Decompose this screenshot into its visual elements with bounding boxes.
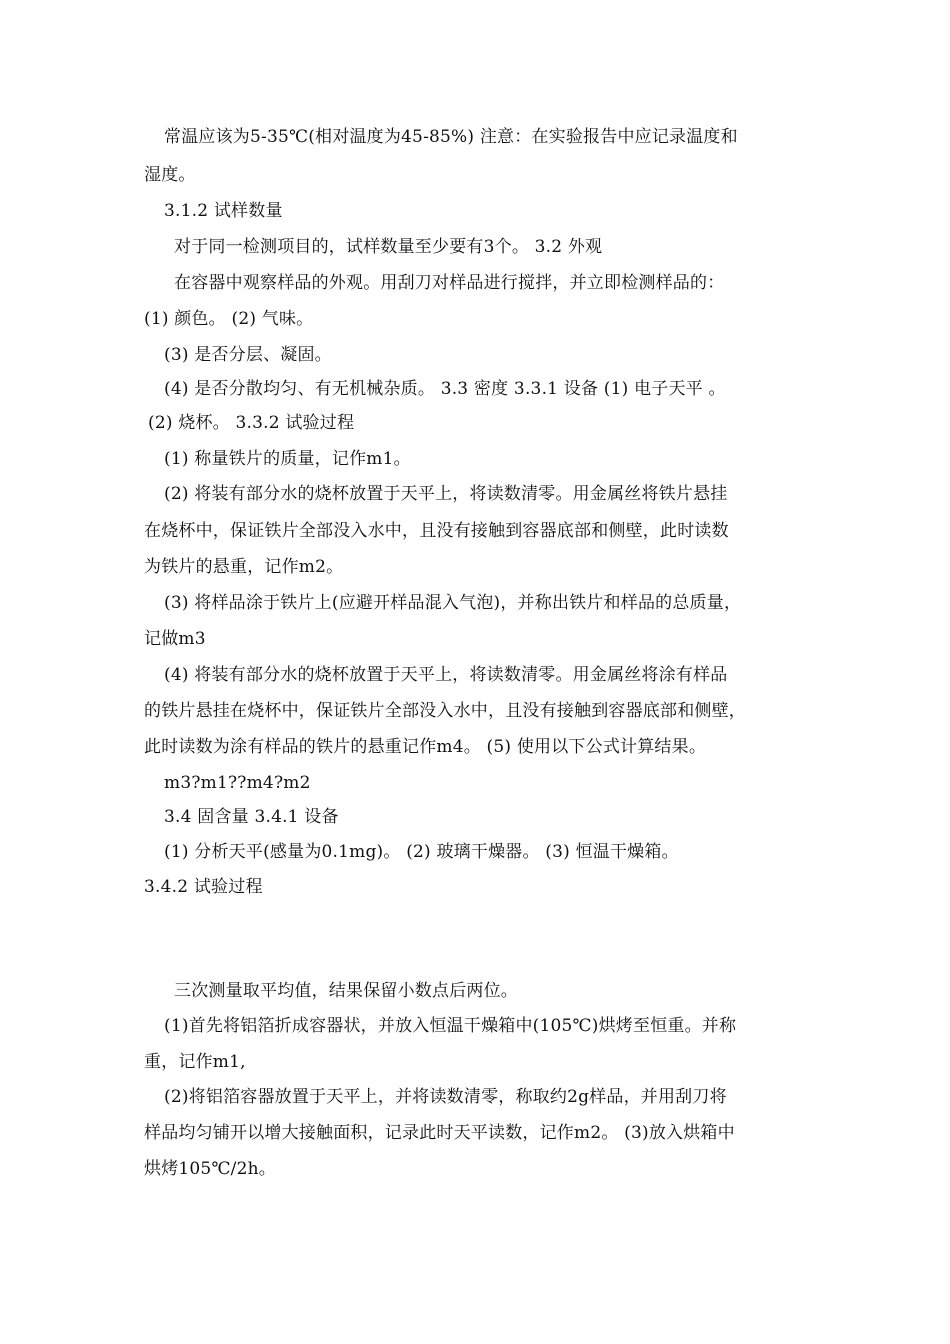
step-foil-2: 重，记作m1,	[144, 1052, 246, 1072]
list-item-color-odor: (1) 颜色。 (2) 气味。	[144, 309, 314, 329]
section-heading-3-4: 3.4 固含量 3.4.1 设备	[164, 807, 339, 827]
section-heading-3-4-2: 3.4.2 试验过程	[144, 877, 263, 897]
text-line-temperature: 常温应该为5-35℃(相对温度为45-85%) 注意：在实验报告中应记录温度和	[164, 127, 738, 147]
step-suspend-coated-1: (4) 将装有部分水的烧杯放置于天平上，将读数清零。用金属丝将涂有样品	[164, 665, 728, 685]
list-item-layering: (3) 是否分层、凝固。	[164, 345, 332, 365]
step-suspend-iron-1: (2) 将装有部分水的烧杯放置于天平上，将读数清零。用金属丝将铁片悬挂	[164, 484, 728, 504]
step-bake: 烘烤105℃/2h。	[144, 1159, 276, 1179]
list-item-equipment: (1) 分析天平(感量为0.1mg)。 (2) 玻璃干燥器。 (3) 恒温干燥箱。	[164, 842, 679, 862]
formula-line: m3?m1??m4?m2	[164, 773, 311, 793]
text-line-sample-count: 对于同一检测项目的，试样数量至少要有3个。 3.2 外观	[174, 237, 603, 257]
list-item-beaker: (2) 烧杯。 3.3.2 试验过程	[148, 413, 355, 433]
section-heading-3-1-2: 3.1.2 试样数量	[164, 201, 283, 221]
text-line-observe: 在容器中观察样品的外观。用刮刀对样品进行搅拌，并立即检测样品的：	[174, 273, 725, 293]
step-coat-sample-2: 记做m3	[144, 629, 206, 649]
step-foil-1: (1)首先将铝箔折成容器状，并放入恒温干燥箱中(105℃)烘烤至恒重。并称	[164, 1016, 737, 1036]
step-suspend-iron-3: 为铁片的悬重，记作m2。	[144, 557, 344, 577]
step-weigh-iron: (1) 称量铁片的质量，记作m1。	[164, 449, 411, 469]
step-suspend-iron-2: 在烧杯中，保证铁片全部没入水中，且没有接触到容器底部和侧壁，此时读数	[144, 521, 729, 541]
text-line-average: 三次测量取平均值，结果保留小数点后两位。	[174, 981, 518, 1001]
step-coat-sample-1: (3) 将样品涂于铁片上(应避开样品混入气泡)，并称出铁片和样品的总质量，	[164, 593, 742, 613]
step-suspend-coated-2: 的铁片悬挂在烧杯中，保证铁片全部没入水中，且没有接触到容器底部和侧壁，	[144, 701, 746, 721]
step-foil-balance-1: (2)将铝箔容器放置于天平上，并将读数清零，称取约2g样品，并用刮刀将	[164, 1087, 727, 1107]
list-item-dispersion: (4) 是否分散均匀、有无机械杂质。 3.3 密度 3.3.1 设备 (1) 电子天平 。	[164, 379, 726, 399]
step-suspend-coated-3: 此时读数为涂有样品的铁片的悬重记作m4。 (5) 使用以下公式计算结果。	[144, 737, 707, 757]
text-line-humidity: 湿度。	[144, 165, 196, 185]
step-foil-balance-2: 样品均匀铺开以增大接触面积，记录此时天平读数，记作m2。 (3)放入烘箱中	[144, 1123, 735, 1143]
